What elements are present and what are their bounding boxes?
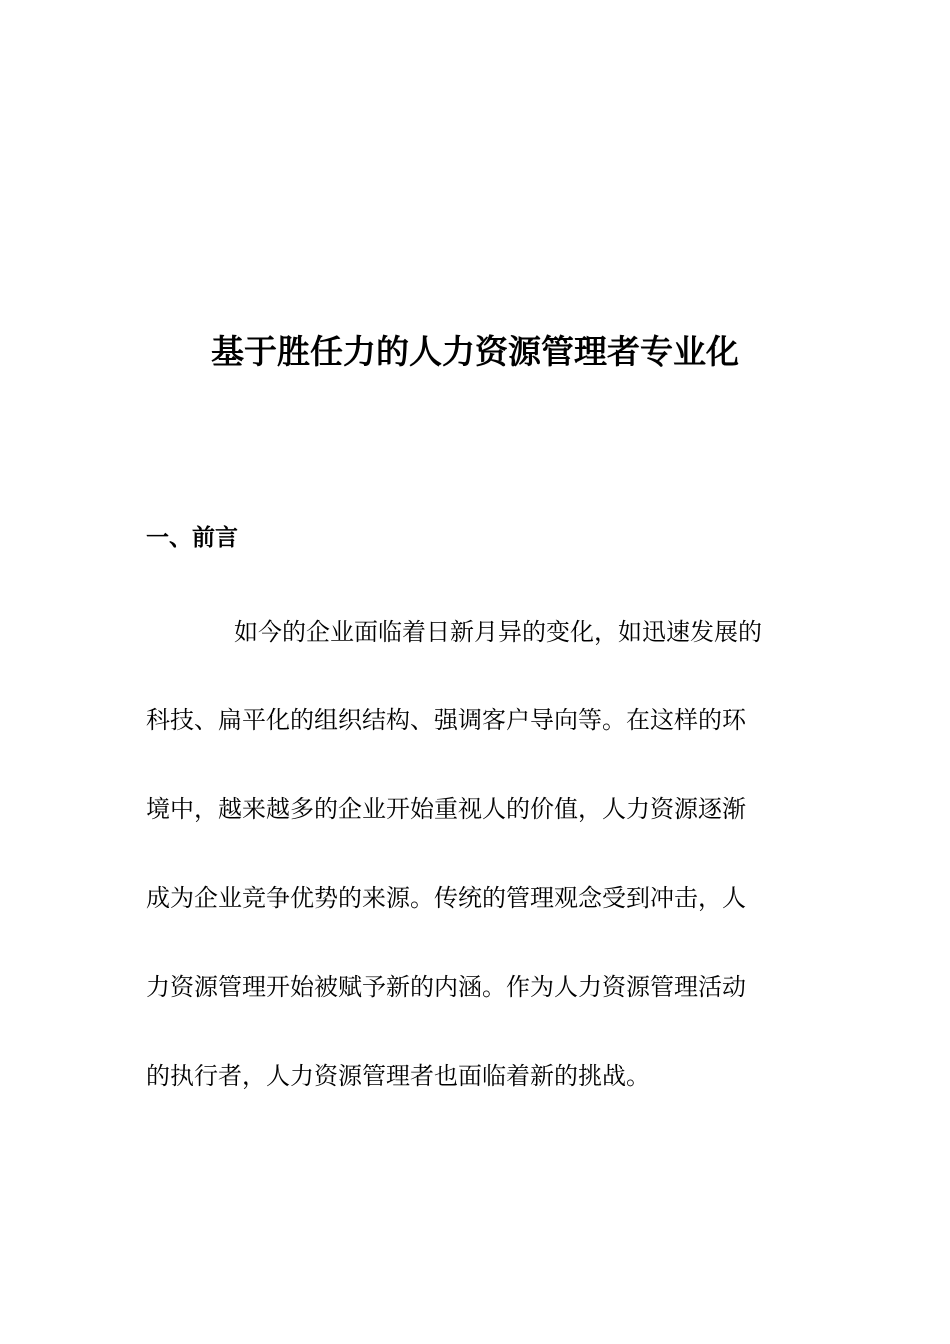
section-heading: 一、前言 — [146, 524, 238, 551]
paragraph-line: 科技、扁平化的组织结构、强调客户导向等。在这样的环 — [146, 706, 746, 734]
paragraph-line: 境中，越来越多的企业开始重视人的价值，人力资源逐渐 — [146, 795, 746, 823]
paragraph-line: 成为企业竞争优势的来源。传统的管理观念受到冲击，人 — [146, 884, 746, 912]
paragraph-line: 如今的企业面临着日新月异的变化，如迅速发展的 — [234, 618, 762, 646]
document-title: 基于胜任力的人力资源管理者专业化 — [211, 332, 739, 371]
paragraph-line: 的执行者，人力资源管理者也面临着新的挑战。 — [146, 1062, 650, 1090]
paragraph-line: 力资源管理开始被赋予新的内涵。作为人力资源管理活动 — [146, 973, 746, 1001]
